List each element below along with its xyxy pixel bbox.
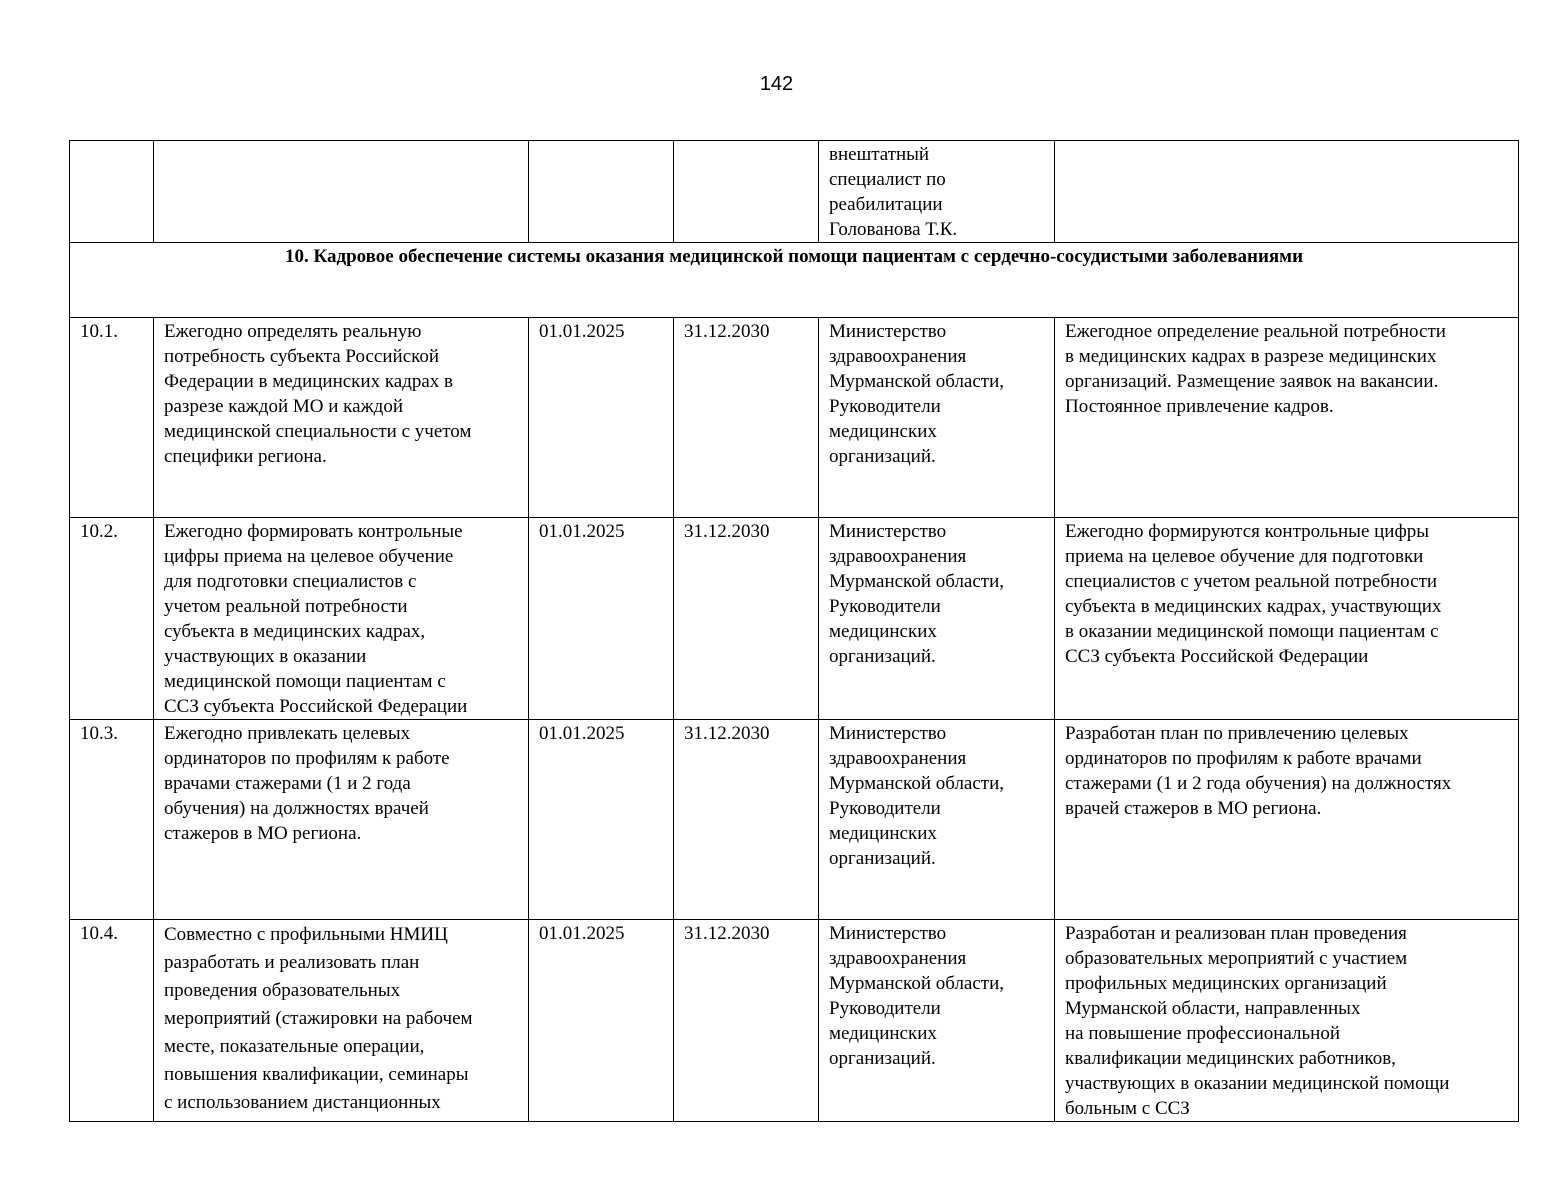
cell-number: 10.1.	[70, 318, 154, 518]
cell-activity: Совместно с профильными НМИЦ разработать и реализовать план проведения образовательных мероприятий (стажировки на рабочем месте, показательные операции, повышения квалификации, семинары с использованием дистанционных	[154, 920, 529, 1122]
cell-start-date: 01.01.2025	[529, 920, 674, 1122]
cell-result: Разработан и реализован план проведения образовательных мероприятий с участием профильных медицинских организаций Мурманской области, направленных на повышение профессиональной квалификации медицинских работников, участвующих в оказании медицинской помощи больным с ССЗ	[1055, 920, 1519, 1122]
cell-result: Ежегодное определение реальной потребности в медицинских кадрах в разрезе медицинских организаций. Размещение заявок на вакансии. Постоянное привлечение кадров.	[1055, 318, 1519, 518]
cell-end-date: 31.12.2030	[674, 318, 819, 518]
table-row	[70, 720, 1519, 920]
table-row	[70, 920, 1519, 1122]
section-header-row	[70, 243, 1519, 318]
cell-start-date: 01.01.2025	[529, 720, 674, 920]
cell-start-date: 01.01.2025	[529, 518, 674, 720]
cell-number	[70, 141, 154, 243]
cell-result: Ежегодно формируются контрольные цифры приема на целевое обучение для подготовки специалистов с учетом реальной потребности субъекта в медицинских кадрах, участвующих в оказании медицинской помощи пациентам с ССЗ субъекта Российской Федерации	[1055, 518, 1519, 720]
cell-activity: Ежегодно определять реальную потребность субъекта Российской Федерации в медицинских кадрах в разрезе каждой МО и каждой медицинской специальности с учетом специфики региона.	[154, 318, 529, 518]
cell-start-date	[529, 141, 674, 243]
cell-responsible: Министерство здравоохранения Мурманской области, Руководители медицинских организаций.	[819, 318, 1055, 518]
cell-result	[1055, 141, 1519, 243]
cell-responsible: внештатный специалист по реабилитации Голованова Т.К.	[819, 141, 1055, 243]
cell-start-date: 01.01.2025	[529, 318, 674, 518]
cell-result: Разработан план по привлечению целевых ординаторов по профилям к работе врачами стажерами (1 и 2 года обучения) на должностях врачей стажеров в МО региона.	[1055, 720, 1519, 920]
cell-end-date: 31.12.2030	[674, 920, 819, 1122]
cell-responsible: Министерство здравоохранения Мурманской области, Руководители медицинских организаций.	[819, 920, 1055, 1122]
cell-activity	[154, 141, 529, 243]
cell-number: 10.2.	[70, 518, 154, 720]
section-title: 10. Кадровое обеспечение системы оказания медицинской помощи пациентам с сердечно-сосудистыми заболеваниями	[70, 243, 1519, 318]
cell-number: 10.4.	[70, 920, 154, 1122]
cell-number: 10.3.	[70, 720, 154, 920]
cell-activity: Ежегодно формировать контрольные цифры приема на целевое обучение для подготовки специалистов с учетом реальной потребности субъекта в медицинских кадрах, участвующих в оказании медицинской помощи пациентам с ССЗ субъекта Российской Федерации	[154, 518, 529, 720]
action-plan-table	[69, 140, 1519, 1122]
table-row	[70, 518, 1519, 720]
table-row-continuation	[70, 141, 1519, 243]
cell-activity: Ежегодно привлекать целевых ординаторов по профилям к работе врачами стажерами (1 и 2 года обучения) на должностях врачей стажеров в МО региона.	[154, 720, 529, 920]
cell-end-date: 31.12.2030	[674, 518, 819, 720]
cell-responsible: Министерство здравоохранения Мурманской области, Руководители медицинских организаций.	[819, 518, 1055, 720]
cell-responsible: Министерство здравоохранения Мурманской области, Руководители медицинских организаций.	[819, 720, 1055, 920]
page-number: 142	[759, 73, 794, 95]
table-row	[70, 318, 1519, 518]
cell-end-date: 31.12.2030	[674, 720, 819, 920]
cell-end-date	[674, 141, 819, 243]
